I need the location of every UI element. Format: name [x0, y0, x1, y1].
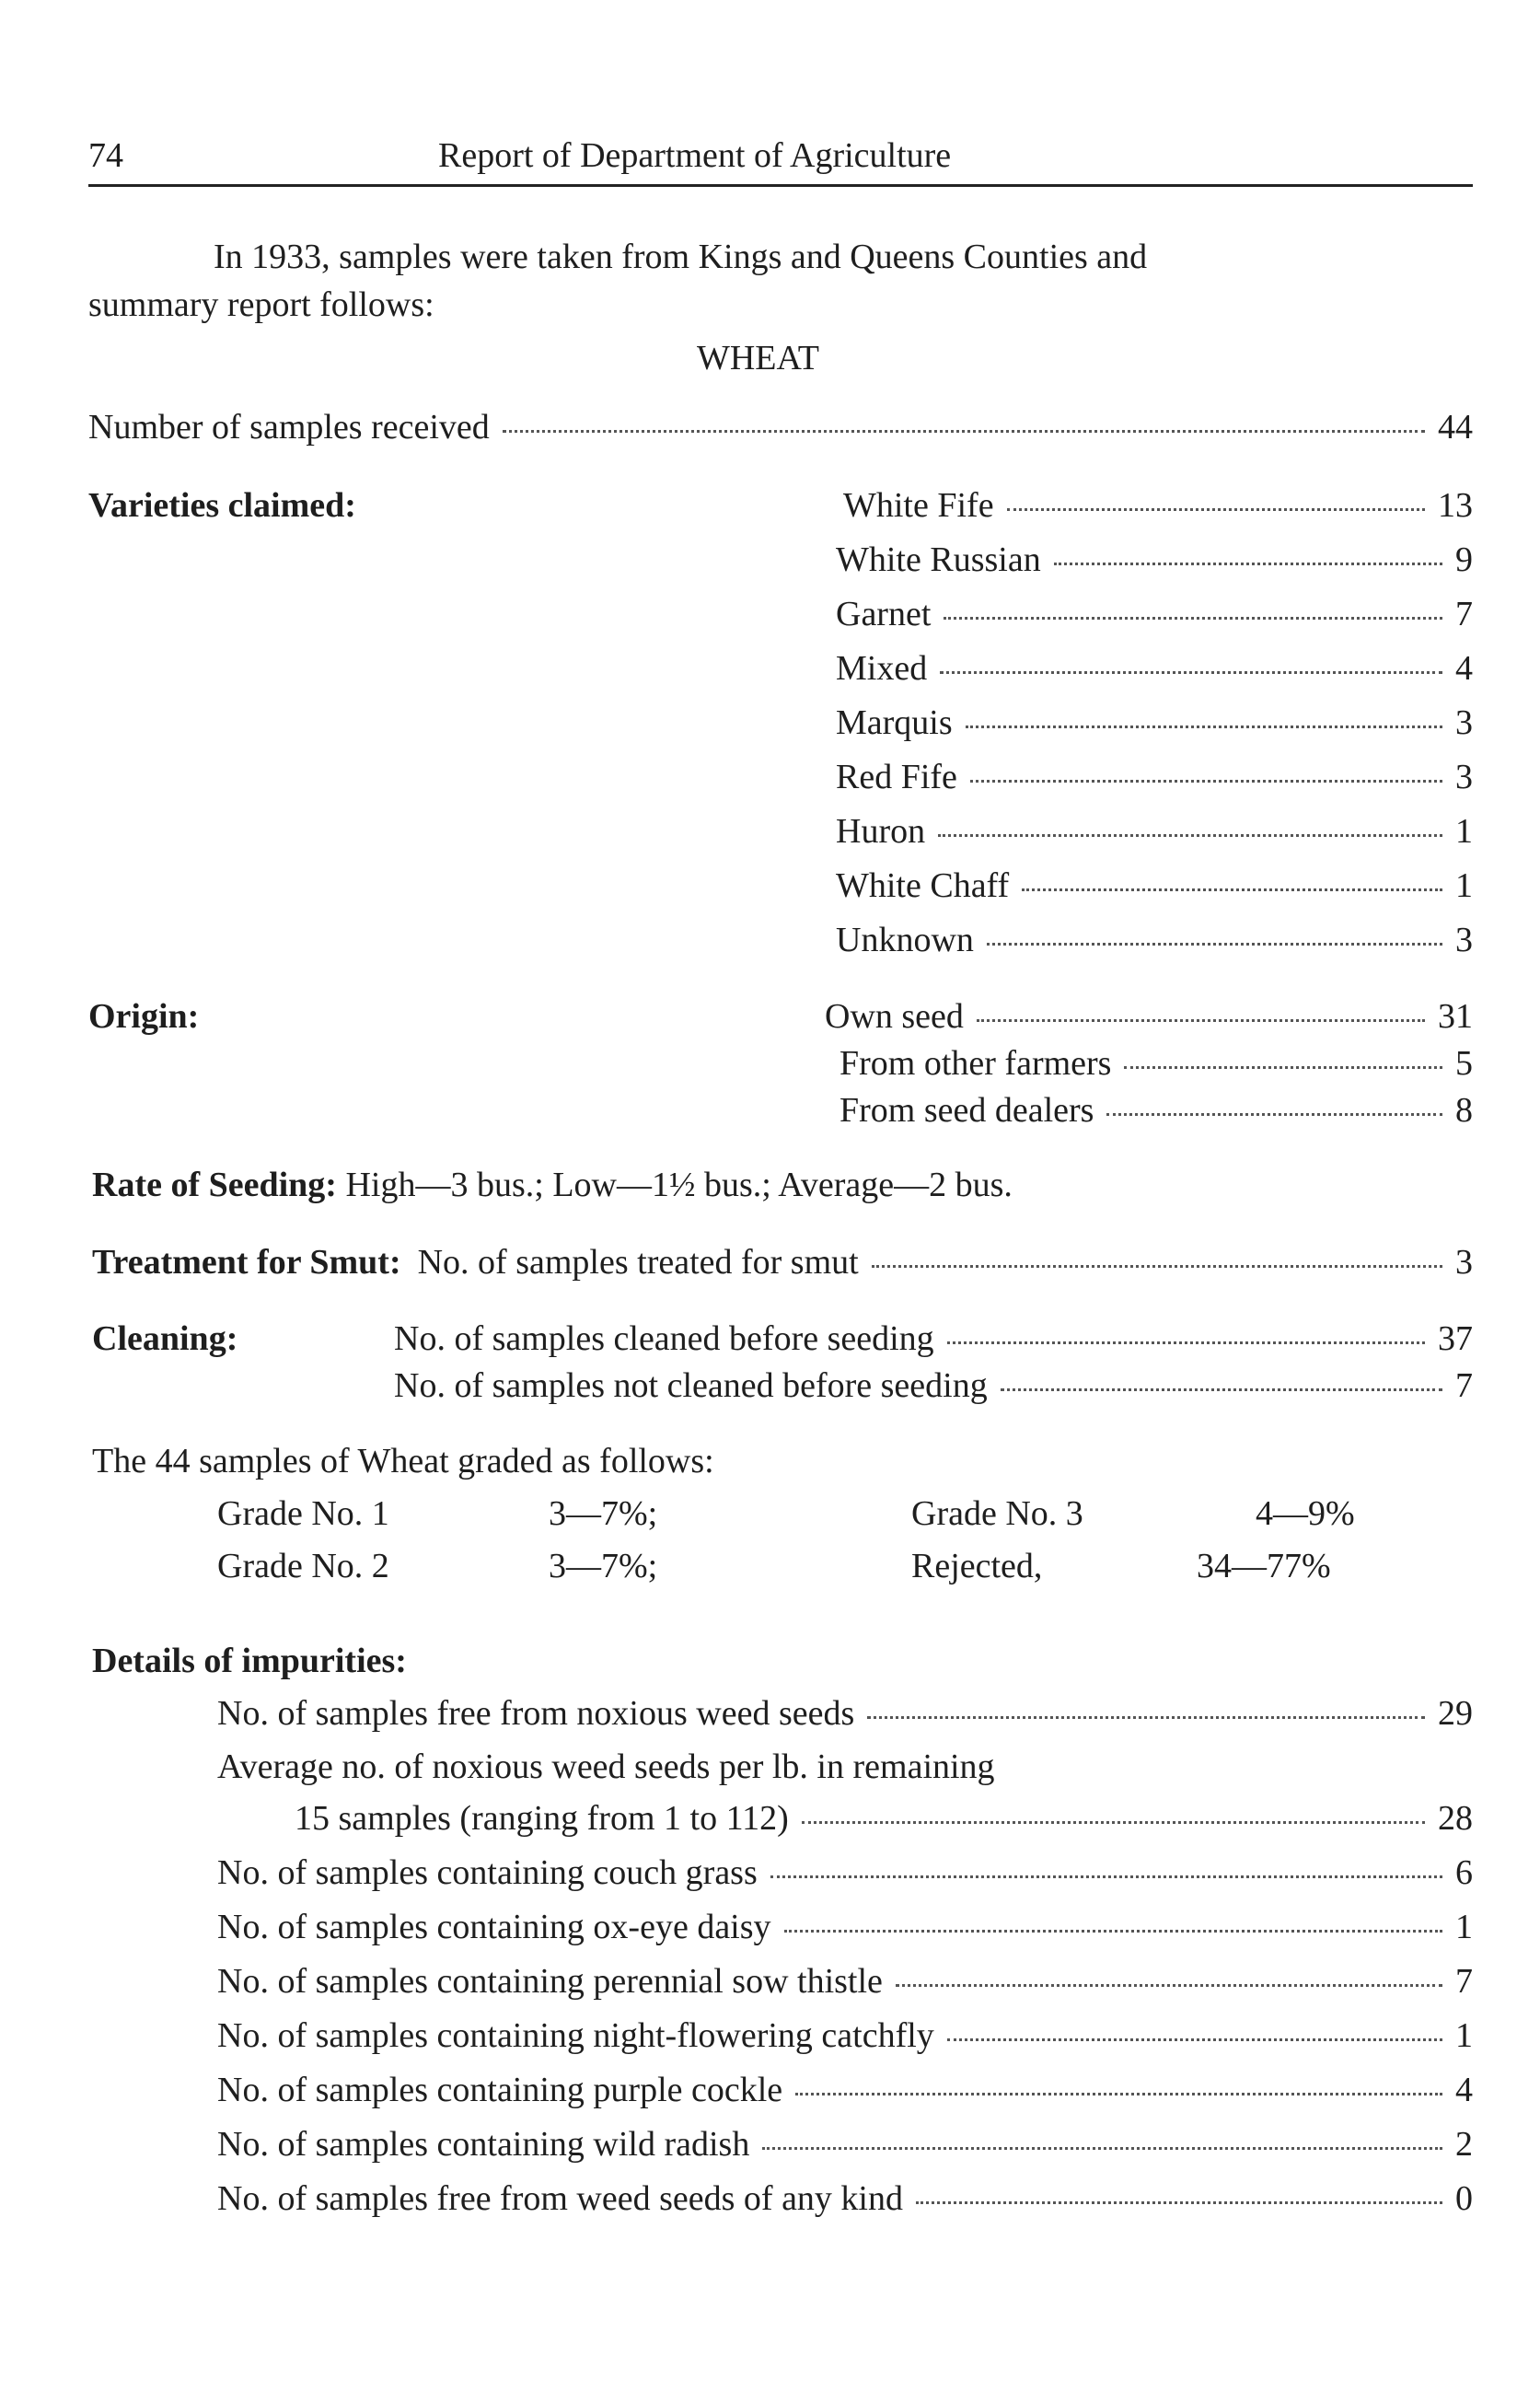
cleaning-label: No. of samples cleaned before seeding	[394, 1319, 934, 1358]
impurity-value: 7	[1455, 1962, 1473, 2001]
leader-dots	[762, 2147, 1442, 2150]
leader-dots	[938, 834, 1442, 837]
variety-value: 1	[1455, 812, 1473, 851]
leader-dots	[940, 671, 1442, 674]
samples-received-row	[88, 410, 1473, 445]
varieties-heading: Varieties claimed:	[88, 486, 356, 525]
impurity-value: 29	[1438, 1694, 1473, 1733]
variety-label: Marquis	[836, 703, 953, 742]
grade-value: 4—9%	[1256, 1494, 1355, 1533]
impurity-label: No. of samples containing couch grass	[217, 1853, 758, 1892]
intro-line-1: In 1933, samples were taken from Kings and Queens Counties and	[214, 238, 1148, 276]
variety-value: 4	[1455, 649, 1473, 688]
smut-row	[92, 1245, 1473, 1280]
variety-value: 3	[1455, 703, 1473, 742]
seeding-rate-heading: Rate of Seeding:	[92, 1166, 337, 1204]
leader-dots	[802, 1821, 1425, 1824]
variety-row	[836, 705, 1473, 740]
leader-dots	[1022, 888, 1442, 891]
smut-value: 3	[1455, 1243, 1473, 1282]
grade-value: 34—77%	[1197, 1547, 1331, 1585]
origin-label: From other farmers	[839, 1044, 1112, 1083]
impurity-value: 6	[1455, 1853, 1473, 1892]
origin-heading: Origin:	[88, 997, 200, 1036]
origin-value: 5	[1455, 1044, 1473, 1083]
leader-dots	[916, 2201, 1442, 2204]
leader-dots	[944, 617, 1442, 620]
variety-row	[836, 923, 1473, 958]
leader-dots	[947, 1341, 1425, 1344]
grade-value: 3—7%;	[549, 1547, 658, 1585]
seeding-rate-text: High—3 bus.; Low—1½ bus.; Average—2 bus.	[345, 1166, 1013, 1204]
variety-row	[836, 597, 1473, 632]
variety-label: Unknown	[836, 921, 974, 959]
variety-row	[836, 814, 1473, 849]
impurity-row	[217, 1855, 1473, 1890]
section-title: WHEAT	[697, 339, 819, 377]
impurity-row	[217, 2181, 1473, 2216]
impurity-label: 15 samples (ranging from 1 to 112)	[295, 1799, 789, 1838]
impurity-value: 2	[1455, 2125, 1473, 2164]
variety-label: White Chaff	[836, 866, 1010, 905]
variety-value: 7	[1455, 595, 1473, 633]
impurities-heading: Details of impurities:	[92, 1642, 407, 1680]
leader-dots	[1124, 1066, 1442, 1069]
leader-dots	[872, 1265, 1442, 1268]
impurity-label: No. of samples free from noxious weed seeds	[217, 1694, 855, 1733]
cleaning-label: No. of samples not cleaned before seeding	[394, 1366, 988, 1405]
impurity-label: Average no. of noxious weed seeds per lb. in remaining	[217, 1747, 995, 1786]
impurity-row	[217, 2072, 1473, 2107]
impurity-value: 0	[1455, 2179, 1473, 2218]
leader-dots	[867, 1716, 1425, 1719]
variety-value: 3	[1455, 921, 1473, 959]
leader-dots	[947, 2038, 1442, 2041]
leader-dots	[784, 1930, 1442, 1933]
variety-row	[843, 488, 1473, 523]
running-header-title: Report of Department of Agriculture	[438, 136, 952, 175]
leader-dots	[1007, 508, 1425, 511]
leader-dots	[1106, 1113, 1442, 1116]
grade-label: Grade No. 1	[217, 1494, 389, 1533]
intro-line-2: summary report follows:	[88, 285, 434, 324]
cleaning-value: 7	[1455, 1366, 1473, 1405]
variety-label: Mixed	[836, 649, 928, 688]
impurity-row	[217, 1696, 1473, 1731]
grade-label: Grade No. 2	[217, 1547, 389, 1585]
leader-dots	[977, 1019, 1425, 1022]
samples-received-value: 44	[1438, 408, 1473, 447]
origin-value: 8	[1455, 1091, 1473, 1130]
variety-value: 3	[1455, 758, 1473, 796]
origin-label: Own seed	[825, 997, 964, 1036]
origin-label: From seed dealers	[839, 1091, 1094, 1130]
impurity-row	[217, 1964, 1473, 1999]
seeding-rate-line	[92, 1167, 1013, 1202]
grade-value: 3—7%;	[549, 1494, 658, 1533]
variety-value: 9	[1455, 540, 1473, 579]
impurity-label: No. of samples containing wild radish	[217, 2125, 750, 2164]
impurity-label: No. of samples containing night-flowering catchfly	[217, 2016, 934, 2055]
variety-label: Garnet	[836, 595, 932, 633]
cleaning-row	[394, 1368, 1473, 1403]
samples-received-label: Number of samples received	[88, 408, 490, 447]
cleaning-row	[394, 1321, 1473, 1356]
impurity-row	[217, 2127, 1473, 2162]
cleaning-heading: Cleaning:	[92, 1319, 238, 1358]
impurity-value: 1	[1455, 1908, 1473, 1946]
leader-dots	[987, 943, 1442, 946]
leader-dots	[966, 726, 1442, 728]
leader-dots	[1001, 1388, 1442, 1391]
variety-row	[836, 868, 1473, 903]
variety-label: Huron	[836, 812, 926, 851]
smut-label: No. of samples treated for smut	[417, 1243, 859, 1282]
leader-dots	[970, 780, 1442, 783]
impurity-label: No. of samples containing perennial sow thistle	[217, 1962, 883, 2001]
impurity-label: No. of samples containing purple cockle	[217, 2071, 783, 2109]
impurity-row	[295, 1801, 1473, 1836]
header-rule	[88, 184, 1473, 187]
impurity-label: No. of samples free from weed seeds of any kind	[217, 2179, 903, 2218]
impurity-label: No. of samples containing ox-eye daisy	[217, 1908, 771, 1946]
page-number: 74	[88, 136, 123, 175]
variety-value: 1	[1455, 866, 1473, 905]
leader-dots	[503, 430, 1425, 433]
impurity-row	[217, 2018, 1473, 2053]
impurity-value: 4	[1455, 2071, 1473, 2109]
smut-heading: Treatment for Smut:	[92, 1243, 401, 1282]
origin-row	[825, 999, 1473, 1034]
leader-dots	[1054, 563, 1442, 565]
origin-row	[839, 1093, 1473, 1128]
variety-label: Red Fife	[836, 758, 957, 796]
variety-row	[836, 542, 1473, 577]
cleaning-value: 37	[1438, 1319, 1473, 1358]
leader-dots	[770, 1875, 1442, 1878]
grade-label: Grade No. 3	[911, 1494, 1083, 1533]
variety-row	[836, 651, 1473, 686]
origin-row	[839, 1046, 1473, 1081]
origin-value: 31	[1438, 997, 1473, 1036]
grading-intro: The 44 samples of Wheat graded as follows:	[92, 1442, 714, 1480]
variety-label: White Fife	[843, 486, 994, 525]
grade-label: Rejected,	[911, 1547, 1043, 1585]
impurity-row	[217, 1910, 1473, 1944]
leader-dots	[896, 1984, 1442, 1987]
variety-value: 13	[1438, 486, 1473, 525]
variety-label: White Russian	[836, 540, 1041, 579]
leader-dots	[795, 2093, 1442, 2095]
impurity-value: 28	[1438, 1799, 1473, 1838]
impurity-value: 1	[1455, 2016, 1473, 2055]
variety-row	[836, 760, 1473, 795]
